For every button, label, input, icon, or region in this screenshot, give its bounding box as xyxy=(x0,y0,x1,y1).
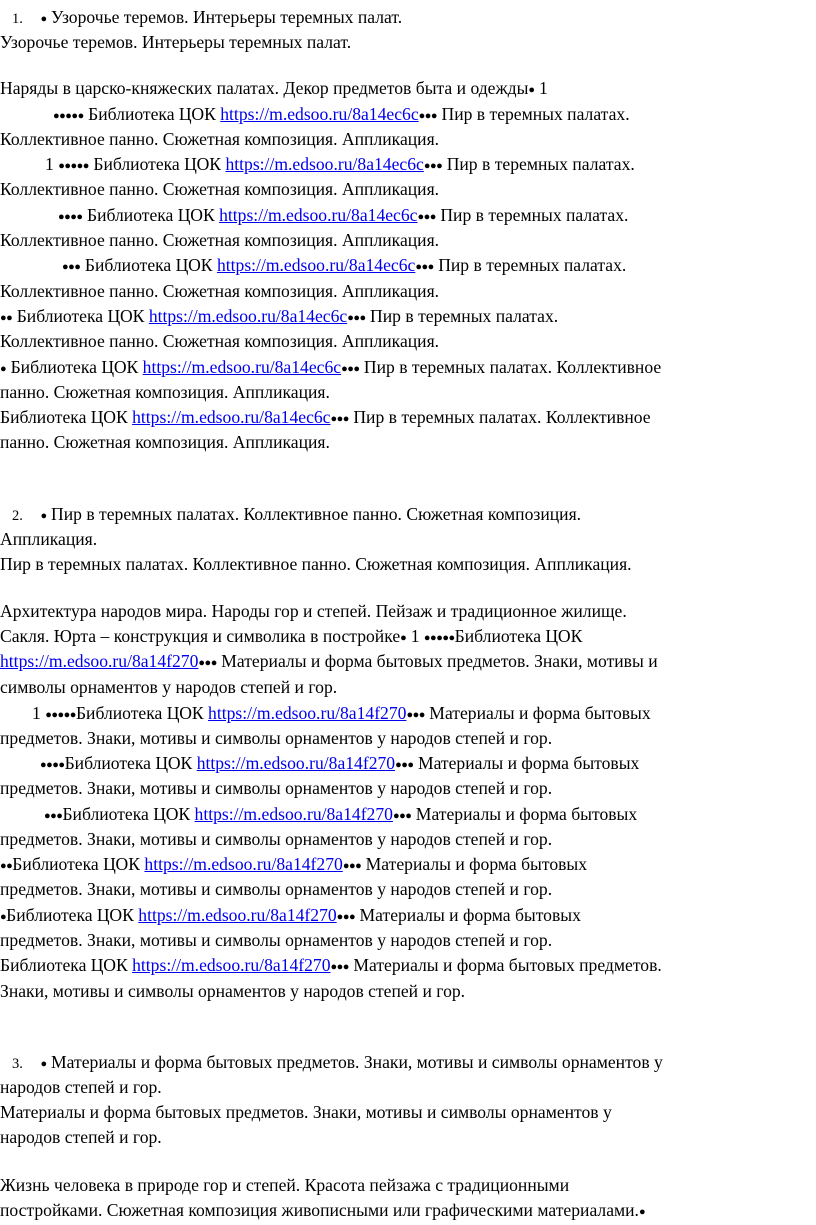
task-text: Материалы и форма бытовых предметов. Знаки, мотивы и xyxy=(221,651,658,671)
task-line: предметов. Знаки, мотивы и символы орнаментов у народов степей и гор. xyxy=(0,879,553,899)
resource-link[interactable]: https://m.edsoo.ru/8a14ec6c xyxy=(225,154,424,174)
task-text: Материалы и форма бытовых xyxy=(429,703,651,723)
bullet-icon: ●●●●● xyxy=(423,632,455,644)
task-line: Коллективное панно. Сюжетная композиция. Аппликация. xyxy=(0,179,440,199)
item-1-theme-line xyxy=(0,76,548,103)
resource-link[interactable]: https://m.edsoo.ru/8a14ec6c xyxy=(148,306,348,326)
bullet-icon: ●●●●● xyxy=(45,709,76,721)
bullet-icon: ●●● xyxy=(423,160,443,172)
bullet-icon: ●●● xyxy=(415,261,434,273)
item-title-cont: народов степей и гор. xyxy=(0,1077,162,1097)
task-line: Знаки, мотивы и символы орнаментов у народов степей и гор. xyxy=(0,981,466,1001)
bullet-icon: ●●●●● xyxy=(58,160,89,172)
task-text: Материалы и форма бытовых xyxy=(359,905,581,925)
resource-link[interactable]: https://m.edsoo.ru/8a14f270 xyxy=(194,804,393,824)
library-label: Библиотека ЦОК xyxy=(93,154,222,174)
resource-link[interactable]: https://m.edsoo.ru/8a14f270 xyxy=(144,854,343,874)
library-label: Библиотека ЦОК xyxy=(0,955,128,975)
task-line: Коллективное панно. Сюжетная композиция. Аппликация. xyxy=(0,281,440,301)
theme-text: Наряды в царско-княжеских палатах. Декор предметов быта и одежды xyxy=(0,78,529,98)
resource-line xyxy=(0,903,581,930)
task-text: Материалы и форма бытовых xyxy=(365,854,588,874)
task-text: Пир в теремных палатах. Коллективное xyxy=(363,357,662,377)
library-label: Библиотека ЦОК xyxy=(10,357,139,377)
bullet-icon: ● xyxy=(40,510,47,522)
bullet-icon: ●●● xyxy=(406,709,425,721)
item-title-cont: Аппликация. xyxy=(0,529,98,549)
bullet-icon: ●●● xyxy=(342,860,362,872)
theme-line: Жизнь человека в природе гор и степей. Красота пейзажа с традиционными xyxy=(0,1175,570,1195)
item-number: 1. xyxy=(12,11,23,27)
hours-value: 1 xyxy=(45,154,54,174)
resource-link[interactable]: https://m.edsoo.ru/8a14f270 xyxy=(0,651,199,671)
bullet-icon: ●●● xyxy=(330,413,349,425)
task-line: Коллективное панно. Сюжетная композиция. Аппликация. xyxy=(0,129,440,149)
task-line: панно. Сюжетная композиция. Аппликация. xyxy=(0,382,330,402)
resource-line xyxy=(44,802,637,829)
resource-link[interactable]: https://m.edsoo.ru/8a14ec6c xyxy=(132,407,331,427)
item-3-subtitle-cont: народов степей и гор. xyxy=(0,1127,162,1147)
task-text: Материалы и форма бытовых xyxy=(415,804,638,824)
library-label: Библиотека ЦОК xyxy=(454,626,583,646)
item-1-title-line xyxy=(12,5,402,32)
bullet-icon: ● xyxy=(638,1206,646,1218)
hours-value: 1 xyxy=(538,78,548,98)
resource-line xyxy=(58,203,628,230)
resource-line xyxy=(32,701,651,728)
library-label: Библиотека ЦОК xyxy=(0,407,128,427)
task-line: предметов. Знаки, мотивы и символы орнаментов у народов степей и гор. xyxy=(0,778,553,798)
bullet-icon: ●●●● xyxy=(40,759,65,771)
resource-link[interactable]: https://m.edsoo.ru/8a14ec6c xyxy=(219,205,418,225)
resource-line xyxy=(45,152,635,179)
item-title: Материалы и форма бытовых предметов. Знаки, мотивы и символы орнаментов у xyxy=(51,1052,663,1072)
library-label: Библиотека ЦОК xyxy=(16,306,145,326)
resource-line xyxy=(53,102,630,129)
bullet-icon: ●●● xyxy=(44,810,63,822)
task-text: Материалы и форма бытовых xyxy=(417,753,640,773)
item-3-subtitle: Материалы и форма бытовых предметов. Знаки, мотивы и символы орнаментов у xyxy=(0,1102,612,1122)
theme-line xyxy=(0,1198,645,1225)
bullet-icon: ●●●● xyxy=(58,211,83,223)
resource-link[interactable]: https://m.edsoo.ru/8a14f270 xyxy=(132,955,331,975)
item-number: 3. xyxy=(12,1056,23,1072)
resource-link[interactable]: https://m.edsoo.ru/8a14f270 xyxy=(138,905,337,925)
library-label: Библиотека ЦОК xyxy=(84,255,213,275)
task-line: символы орнаментов у народов степей и гор. xyxy=(0,677,338,697)
resource-link[interactable]: https://m.edsoo.ru/8a14ec6c xyxy=(216,255,416,275)
task-text: Пир в теремных палатах. xyxy=(441,104,630,124)
task-text: Пир в теремных палатах. xyxy=(440,205,629,225)
task-line: Коллективное панно. Сюжетная композиция. Аппликация. xyxy=(0,331,440,351)
resource-line xyxy=(0,649,658,676)
library-label: Библиотека ЦОК xyxy=(86,205,215,225)
resource-link[interactable]: https://m.edsoo.ru/8a14f270 xyxy=(208,703,407,723)
library-label: Библиотека ЦОК xyxy=(12,854,140,874)
bullet-icon: ●●● xyxy=(330,961,349,973)
task-text: Материалы и форма бытовых предметов. xyxy=(353,955,662,975)
task-line: предметов. Знаки, мотивы и символы орнаментов у народов степей и гор. xyxy=(0,728,553,748)
resource-line xyxy=(0,304,558,331)
bullet-icon: ●● xyxy=(0,312,13,324)
item-title: Пир в теремных палатах. Коллективное панно. Сюжетная композиция. xyxy=(51,504,582,524)
theme-text: Сакля. Юрта – конструкция и символика в постройке xyxy=(0,626,401,646)
bullet-icon: ●●● xyxy=(392,810,412,822)
hours-value: 1 xyxy=(410,626,420,646)
bullet-icon: ●● xyxy=(0,860,13,872)
bullet-icon: ●●●●● xyxy=(53,110,84,122)
bullet-icon: ●●● xyxy=(417,211,436,223)
bullet-icon: ●●● xyxy=(336,911,356,923)
resource-link[interactable]: https://m.edsoo.ru/8a14f270 xyxy=(196,753,396,773)
theme-text: постройками. Сюжетная композиция живописными или графическими материалами. xyxy=(0,1200,639,1220)
resource-link[interactable]: https://m.edsoo.ru/8a14ec6c xyxy=(220,104,419,124)
bullet-icon: ●●● xyxy=(341,363,360,375)
task-text: Пир в теремных палатах. xyxy=(370,306,559,326)
resource-line xyxy=(62,253,626,280)
task-line: панно. Сюжетная композиция. Аппликация. xyxy=(0,432,330,452)
bullet-icon: ● xyxy=(0,363,7,375)
item-1-subtitle: Узорочье теремов. Интерьеры теремных палат. xyxy=(0,32,352,52)
resource-line xyxy=(40,751,639,778)
resource-link[interactable]: https://m.edsoo.ru/8a14ec6c xyxy=(142,357,342,377)
library-label: Библиотека ЦОК xyxy=(6,905,134,925)
task-text: Пир в теремных палатах. Коллективное xyxy=(353,407,651,427)
bullet-icon: ● xyxy=(40,13,47,25)
bullet-icon: ●●● xyxy=(395,759,414,771)
task-text: Пир в теремных палатах. xyxy=(438,255,627,275)
task-line: Коллективное панно. Сюжетная композиция. Аппликация. xyxy=(0,230,440,250)
theme-line: Архитектура народов мира. Народы гор и степей. Пейзаж и традиционное жилище. xyxy=(0,601,627,621)
bullet-icon: ●●● xyxy=(198,657,217,669)
task-line: предметов. Знаки, мотивы и символы орнаментов у народов степей и гор. xyxy=(0,930,553,950)
bullet-icon: ● xyxy=(528,84,535,96)
resource-line xyxy=(0,852,587,879)
library-label: Библиотека ЦОК xyxy=(62,804,191,824)
item-3-title-line xyxy=(12,1050,663,1077)
bullet-icon: ● xyxy=(0,911,7,923)
item-2-subtitle: Пир в теремных палатах. Коллективное панно. Сюжетная композиция. Аппликация. xyxy=(0,554,632,574)
library-label: Библиотека ЦОК xyxy=(88,104,216,124)
task-line: предметов. Знаки, мотивы и символы орнаментов у народов степей и гор. xyxy=(0,829,553,849)
item-2-title-line xyxy=(12,502,581,529)
bullet-icon: ● xyxy=(400,632,407,644)
resource-line xyxy=(0,355,661,382)
library-label: Библиотека ЦОК xyxy=(75,703,204,723)
resource-line xyxy=(0,405,651,432)
theme-line xyxy=(0,624,582,651)
bullet-icon: ● xyxy=(40,1058,47,1070)
item-number: 2. xyxy=(12,508,23,524)
item-title: Узорочье теремов. Интерьеры теремных палат. xyxy=(51,7,403,27)
bullet-icon: ●●● xyxy=(418,110,438,122)
task-text: Пир в теремных палатах. xyxy=(446,154,635,174)
bullet-icon: ●●● xyxy=(62,261,81,273)
library-label: Библиотека ЦОК xyxy=(64,753,193,773)
resource-line xyxy=(0,953,662,980)
bullet-icon: ●●● xyxy=(347,312,366,324)
hours-value: 1 xyxy=(32,703,41,723)
